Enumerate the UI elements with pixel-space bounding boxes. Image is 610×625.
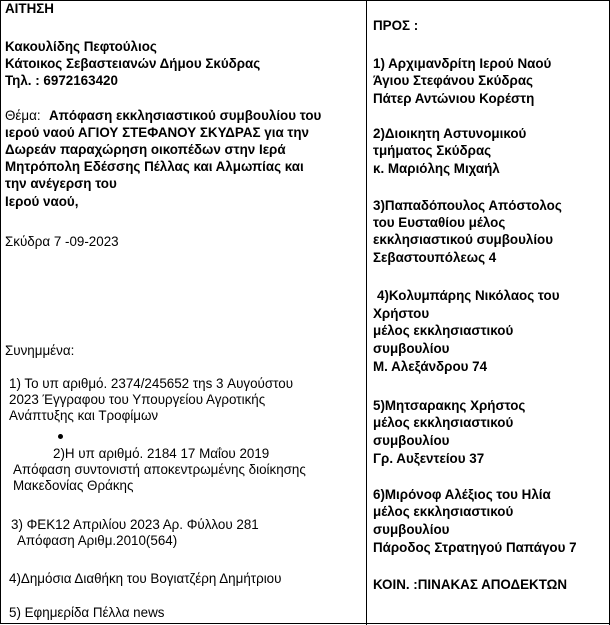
attachment-item: 2023 Έγγραφου του Υπουργείου Αγροτικής bbox=[9, 392, 266, 407]
cc-distribution-list: ΚΟΙΝ. :ΠΙΝΑΚΑΣ ΑΠΟΔΕΚΤΩΝ bbox=[373, 577, 568, 592]
recipient-item: μέλος εκκλησιαστικού bbox=[373, 415, 514, 430]
recipient-item: Μ. Αλεξάνδρου 74 bbox=[373, 359, 488, 374]
recipient-item: 4)Κολυμπάρης Νικόλαος του bbox=[377, 288, 560, 303]
recipient-item: μέλος εκκλησιαστικού bbox=[373, 323, 514, 338]
recipient-item: Πάτερ Αντώνιου Κορέστη bbox=[373, 91, 535, 106]
document-date: Σκύδρα 7 -09-2023 bbox=[5, 234, 119, 249]
recipient-item: μέλος εκκλησιαστικού bbox=[373, 504, 514, 519]
recipient-item: συμβουλίου bbox=[373, 341, 450, 356]
recipient-item: Πάροδος Στρατηγού Παπάγου 7 bbox=[373, 540, 577, 555]
recipient-item: τμήματος Σκύδρας bbox=[373, 143, 492, 158]
recipient-item: κ. Μαριόλης Μιχαήλ bbox=[373, 161, 500, 176]
subject-line: την ανέγερση του bbox=[5, 176, 117, 191]
subject-line: Δωρεάν παραχώρηση οικοπέδων στην Ιερά bbox=[5, 142, 286, 157]
recipient-item: 1) Αρχιμανδρίτη Ιερού Ναού bbox=[373, 56, 552, 71]
attachment-item: Ανάπτυξης και Τροφίμων bbox=[9, 408, 159, 423]
recipients-label: ΠΡΟΣ : bbox=[373, 18, 419, 33]
recipient-item: εκκλησιαστικού συμβουλίου bbox=[373, 232, 554, 247]
attachment-item: 5) Εφημερίδα Πέλλα news bbox=[9, 605, 165, 620]
recipient-item: Γρ. Αυξεντείου 37 bbox=[373, 451, 485, 466]
recipient-item: του Ευσταθίου μέλος bbox=[373, 215, 506, 230]
sender-residence: Κάτοικος Σεβαστειανών Δήμου Σκύδρας bbox=[5, 56, 261, 71]
recipient-item: συμβουλίου bbox=[373, 433, 450, 448]
attachment-item: Απόφαση Αριθμ.2010(564) bbox=[17, 533, 178, 548]
attachment-item: 4)Δημόσια Διαθήκη του Βογιατζέρη Δημήτριου bbox=[9, 571, 282, 586]
recipient-item: συμβουλίου bbox=[373, 522, 450, 537]
attachment-item: 2)Η υπ αριθμό. 2184 17 Μαΐου 2019 bbox=[53, 446, 270, 461]
subject-line: ιερού ναού ΑΓΙΟΥ ΣΤΕΦΑΝΟΥ ΣΚΥΔΡΑΣ για την bbox=[5, 125, 310, 140]
subject-line: Μητρόπολη Εδέσσης Πέλλας και Αλμωπίας και bbox=[5, 159, 304, 174]
subject-label: Θέμα: bbox=[5, 108, 41, 123]
recipient-item: Σεβαστουπόλεως 4 bbox=[373, 250, 497, 265]
recipient-item: 5)Μητσαρακης Χρήστος bbox=[373, 398, 526, 413]
recipient-item: Άγιου Στεφάνου Σκύδρας bbox=[373, 73, 534, 88]
recipient-item: 2)Διοικητη Αστυνομικού bbox=[373, 126, 527, 141]
attachment-item: 1) Το υπ αριθμό. 2374/245652 τηs 3 Αυγούστου bbox=[9, 376, 294, 391]
column-divider bbox=[366, 1, 367, 625]
attachments-label: Συνημμένα: bbox=[5, 343, 75, 358]
recipient-item: 6)Μιρόνοφ Αλέξιος του Ηλία bbox=[373, 487, 551, 502]
subject-line: Ιερού ναού, bbox=[5, 194, 79, 209]
document-title: ΑΙΤΗΣΗ bbox=[5, 1, 54, 16]
attachment-item: 3) ΦΕΚ12 Απριλίου 2023 Αρ. Φύλλου 281 bbox=[11, 517, 259, 532]
recipient-item: 3)Παπαδόπουλος Απόστολος bbox=[373, 198, 562, 213]
sender-name: Κακουλίδης Πεφτούλιος bbox=[5, 39, 157, 54]
subject-line: Απόφαση εκκλησιαστικού συμβουλίου του bbox=[49, 108, 322, 123]
recipient-item: Χρήστου bbox=[373, 306, 430, 321]
attachment-item: Μακεδονίας Θράκης bbox=[13, 478, 134, 493]
sender-phone: Τηλ. : 6972163420 bbox=[5, 73, 118, 88]
attachment-item: Απόφαση συντονιστή αποκεντρωμένης διοίκησης bbox=[13, 462, 306, 477]
bullet-icon bbox=[58, 434, 63, 439]
